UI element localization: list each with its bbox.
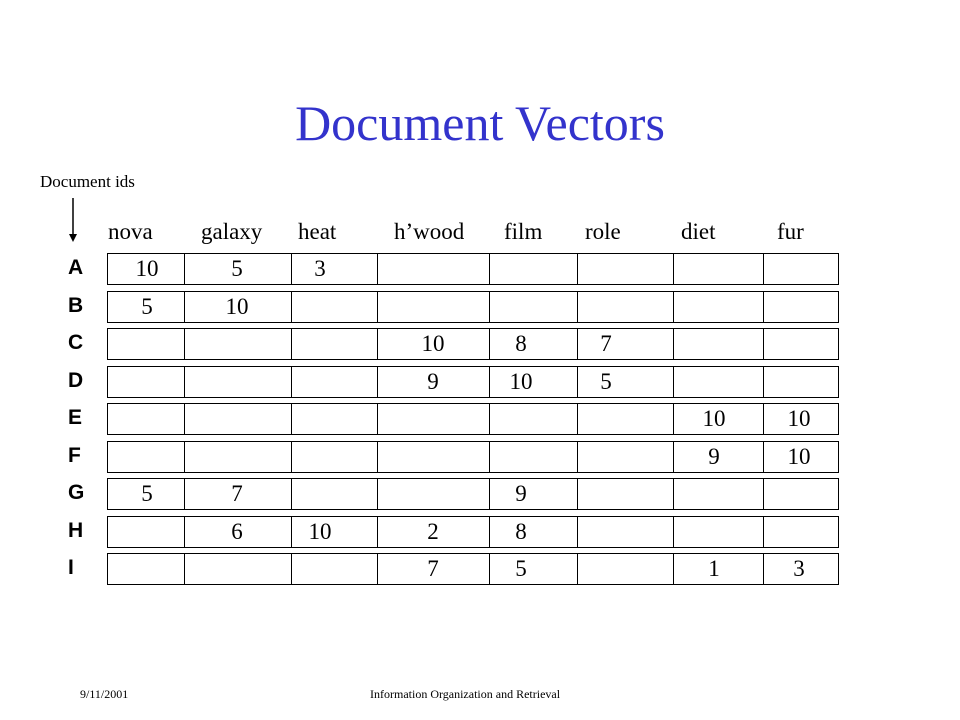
cell-divider bbox=[489, 517, 490, 547]
down-arrow-icon bbox=[66, 198, 80, 242]
cell-divider bbox=[673, 404, 674, 434]
document-ids-label: Document ids bbox=[40, 172, 135, 191]
cell-divider bbox=[184, 554, 185, 584]
cell-divider bbox=[763, 442, 764, 472]
document-row-D bbox=[107, 366, 839, 398]
cell-divider bbox=[377, 554, 378, 584]
cell-value-A-heat: 3 bbox=[314, 256, 326, 281]
cell-divider bbox=[291, 329, 292, 359]
cell-divider bbox=[577, 554, 578, 584]
cell-divider bbox=[377, 292, 378, 322]
row-label-D: D bbox=[68, 368, 84, 392]
cell-value-I-film: 5 bbox=[515, 556, 527, 581]
cell-divider bbox=[673, 479, 674, 509]
cell-value-A-nova: 10 bbox=[135, 256, 159, 281]
cell-divider bbox=[377, 517, 378, 547]
document-row-E bbox=[107, 403, 839, 435]
footer-course: Information Organization and Retrieval bbox=[370, 687, 561, 701]
cell-divider bbox=[577, 479, 578, 509]
row-label-G: G bbox=[68, 481, 85, 504]
cell-value-D-role: 5 bbox=[600, 368, 612, 394]
cell-divider bbox=[377, 479, 378, 509]
document-row-G bbox=[107, 478, 839, 510]
cell-value-I-diet: 1 bbox=[708, 556, 720, 581]
cell-divider bbox=[763, 404, 764, 434]
cell-divider bbox=[291, 554, 292, 584]
cell-value-G-galaxy: 7 bbox=[231, 481, 243, 506]
term-header-6: diet bbox=[681, 219, 716, 244]
cell-value-E-fur: 10 bbox=[787, 406, 811, 431]
cell-divider bbox=[184, 254, 185, 284]
cell-value-C-film: 8 bbox=[515, 331, 527, 356]
cell-value-E-diet: 10 bbox=[702, 406, 726, 431]
cell-value-C-h’wood: 10 bbox=[421, 331, 445, 356]
cell-value-H-galaxy: 6 bbox=[231, 518, 243, 544]
cell-divider bbox=[577, 367, 578, 397]
cell-value-A-galaxy: 5 bbox=[231, 256, 243, 281]
cell-value-B-nova: 5 bbox=[141, 293, 153, 319]
cell-value-I-h’wood: 7 bbox=[427, 556, 439, 581]
cell-divider bbox=[291, 254, 292, 284]
cell-divider bbox=[377, 329, 378, 359]
slide-title: Document Vectors bbox=[295, 95, 665, 151]
cell-divider bbox=[673, 367, 674, 397]
cell-divider bbox=[184, 517, 185, 547]
cell-divider bbox=[577, 254, 578, 284]
cell-divider bbox=[184, 404, 185, 434]
document-row-I bbox=[107, 553, 839, 585]
cell-divider bbox=[673, 329, 674, 359]
cell-divider bbox=[291, 479, 292, 509]
cell-value-H-heat: 10 bbox=[308, 518, 332, 544]
row-label-I: I bbox=[68, 556, 74, 579]
document-row-C bbox=[107, 328, 839, 360]
cell-divider bbox=[673, 517, 674, 547]
cell-divider bbox=[763, 517, 764, 547]
cell-divider bbox=[377, 404, 378, 434]
row-label-E: E bbox=[68, 406, 83, 429]
term-header-5: role bbox=[585, 219, 621, 244]
row-label-H: H bbox=[68, 518, 84, 542]
cell-divider bbox=[763, 292, 764, 322]
cell-value-F-fur: 10 bbox=[787, 443, 811, 469]
document-row-F bbox=[107, 441, 839, 473]
cell-value-G-nova: 5 bbox=[141, 481, 153, 506]
cell-value-D-h’wood: 9 bbox=[427, 368, 439, 394]
cell-value-C-role: 7 bbox=[600, 331, 612, 356]
document-row-B bbox=[107, 291, 839, 323]
document-row-H bbox=[107, 516, 839, 548]
cell-divider bbox=[489, 367, 490, 397]
cell-divider bbox=[577, 404, 578, 434]
term-header-3: h’wood bbox=[394, 219, 465, 244]
cell-divider bbox=[377, 254, 378, 284]
cell-divider bbox=[184, 329, 185, 359]
cell-divider bbox=[489, 554, 490, 584]
cell-divider bbox=[489, 442, 490, 472]
cell-divider bbox=[763, 367, 764, 397]
row-label-C: C bbox=[68, 331, 84, 354]
term-header-2: heat bbox=[298, 219, 337, 244]
document-row-A bbox=[107, 253, 839, 285]
cell-divider bbox=[763, 479, 764, 509]
cell-divider bbox=[184, 367, 185, 397]
cell-divider bbox=[184, 442, 185, 472]
cell-divider bbox=[291, 404, 292, 434]
cell-value-D-film: 10 bbox=[509, 368, 533, 394]
cell-divider bbox=[377, 442, 378, 472]
cell-value-B-galaxy: 10 bbox=[225, 293, 249, 319]
cell-divider bbox=[291, 367, 292, 397]
cell-divider bbox=[673, 442, 674, 472]
cell-divider bbox=[489, 479, 490, 509]
cell-divider bbox=[489, 254, 490, 284]
cell-divider bbox=[489, 292, 490, 322]
term-header-7: fur bbox=[777, 219, 804, 244]
cell-value-F-diet: 9 bbox=[708, 443, 720, 469]
cell-divider bbox=[291, 292, 292, 322]
cell-value-G-film: 9 bbox=[515, 481, 527, 506]
cell-divider bbox=[673, 254, 674, 284]
cell-divider bbox=[184, 479, 185, 509]
cell-divider bbox=[577, 329, 578, 359]
row-label-B: B bbox=[68, 293, 84, 317]
cell-divider bbox=[577, 517, 578, 547]
row-label-F: F bbox=[68, 443, 81, 467]
term-header-4: film bbox=[504, 219, 543, 244]
cell-divider bbox=[673, 554, 674, 584]
cell-divider bbox=[291, 442, 292, 472]
cell-divider bbox=[763, 254, 764, 284]
cell-divider bbox=[489, 329, 490, 359]
cell-divider bbox=[291, 517, 292, 547]
cell-divider bbox=[577, 442, 578, 472]
cell-divider bbox=[184, 292, 185, 322]
cell-divider bbox=[763, 329, 764, 359]
cell-value-I-fur: 3 bbox=[793, 556, 805, 581]
cell-value-H-film: 8 bbox=[515, 518, 527, 544]
term-header-0: nova bbox=[108, 219, 153, 244]
term-header-1: galaxy bbox=[201, 219, 263, 244]
cell-divider bbox=[577, 292, 578, 322]
cell-divider bbox=[763, 554, 764, 584]
cell-value-H-h’wood: 2 bbox=[427, 518, 439, 544]
footer-date: 9/11/2001 bbox=[80, 687, 129, 701]
cell-divider bbox=[673, 292, 674, 322]
row-label-A: A bbox=[68, 256, 84, 279]
cell-divider bbox=[489, 404, 490, 434]
cell-divider bbox=[377, 367, 378, 397]
